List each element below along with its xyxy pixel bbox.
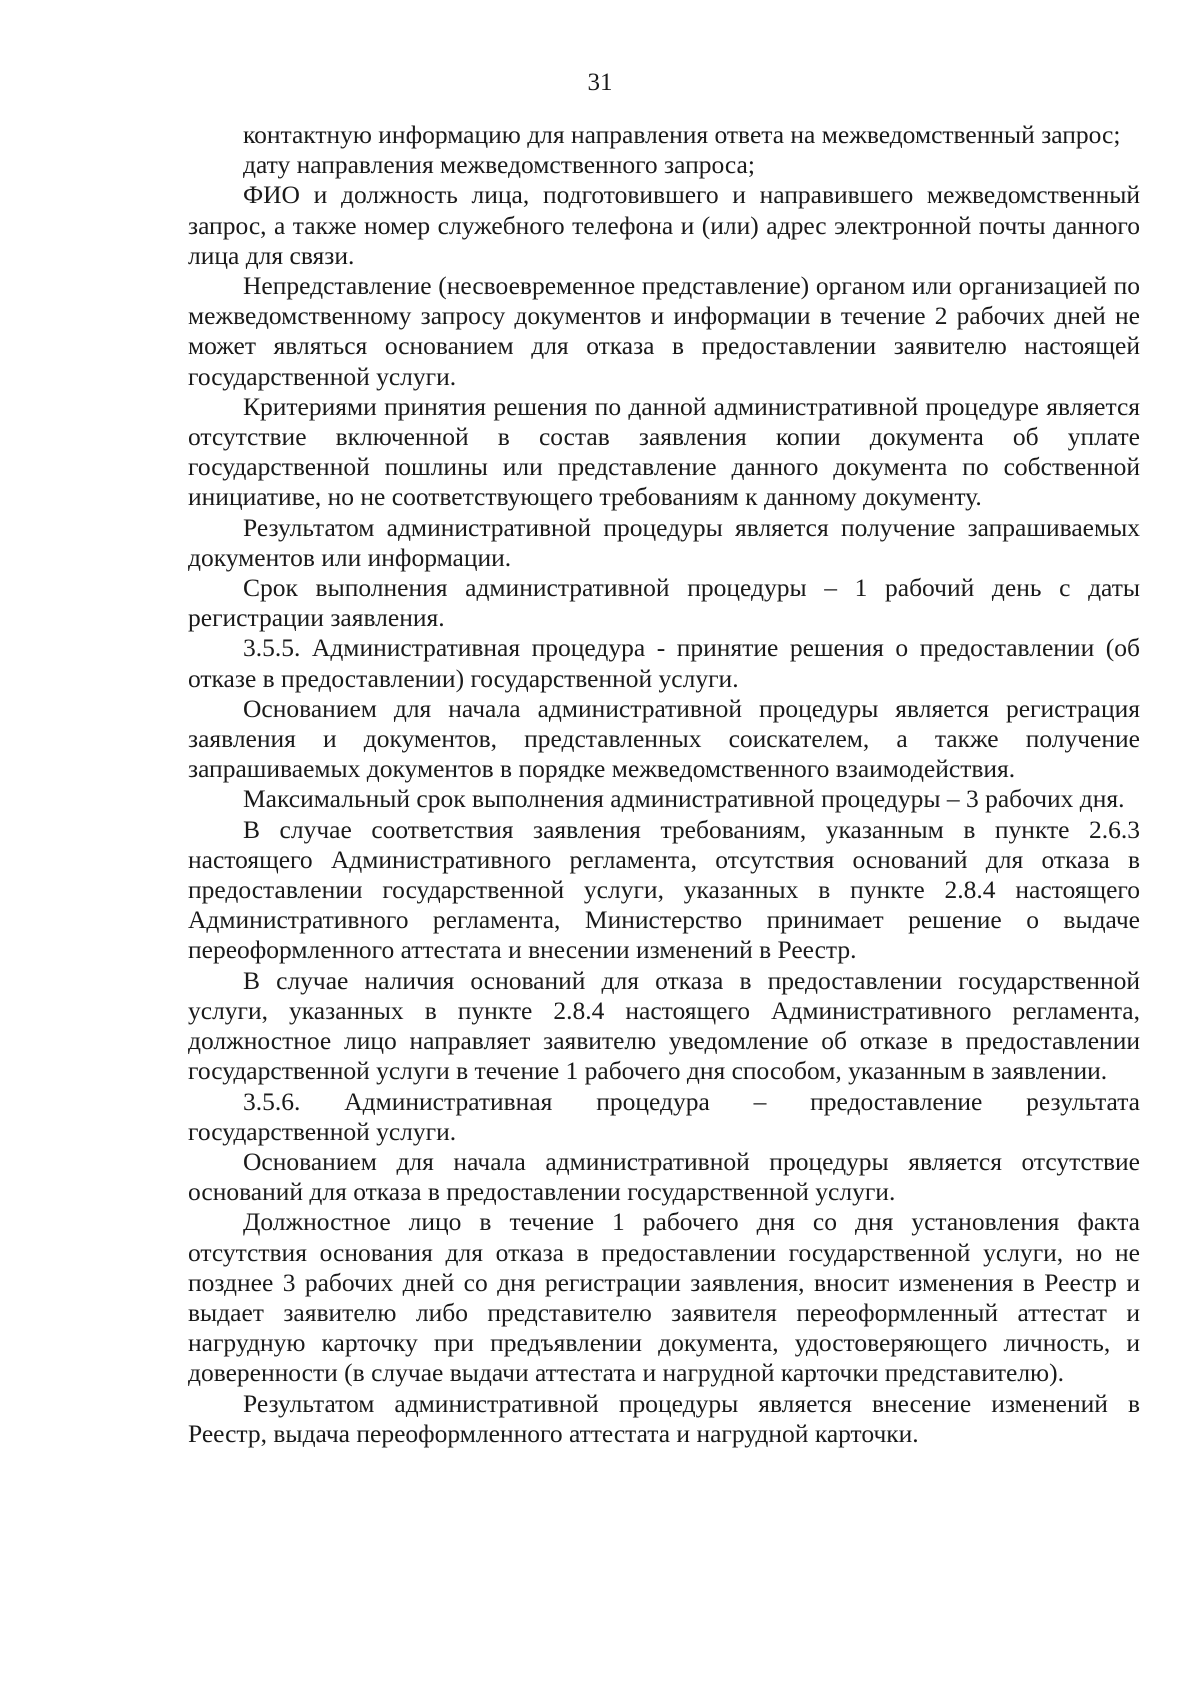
paragraph: Результатом административной процедуры является получение запрашиваемых документов или информации. bbox=[188, 512, 1140, 572]
paragraph: 3.5.5. Административная процедура - принятие решения о предоставлении (об отказе в предоставлении) государственной услуги. bbox=[188, 633, 1140, 693]
paragraph: ФИО и должность лица, подготовившего и направившего межведомственный запрос, а также номер служебного телефона и (или) адрес электронной почты данного лица для связи. bbox=[188, 180, 1140, 270]
paragraph: Срок выполнения административной процедуры – 1 рабочий день с даты регистрации заявления. bbox=[188, 573, 1140, 633]
page-number: 31 bbox=[587, 69, 613, 96]
paragraph: контактную информацию для направления ответа на межведомственный запрос; bbox=[243, 120, 1121, 149]
paragraph: Должностное лицо в течение 1 рабочего дня со дня установления факта отсутствия основания для отказа в предоставлении государственной услуги, но не позднее 3 рабочих дней со дня регистрации заявления, вносит изменения в Реестр и выдает заявителю либо представителю заявителя переоформленный аттестат и нагрудную карточку при предъявлении документа, удостоверяющего личность, и доверенности (в случае выдачи аттестата и нагрудной карточки представителю). bbox=[188, 1207, 1140, 1388]
paragraph: дату направления межведомственного запроса; bbox=[243, 150, 755, 180]
paragraph: Основанием для начала административной процедуры является отсутствие оснований для отказа в предоставлении государственной услуги. bbox=[188, 1146, 1140, 1207]
paragraph: 3.5.6. Административная процедура – предоставление результата государственной услуги. bbox=[188, 1086, 1140, 1146]
paragraph: В случае соответствия заявления требованиям, указанным в пункте 2.6.3 настоящего Административного регламента, отсутствия оснований для отказа в предоставлении государственной услуги, указанных в пункте 2.8.4 настоящего Административного регламента, Министерство принимает решение о выдаче переоформленного аттестата и внесении изменений в Реестр. bbox=[188, 814, 1140, 965]
paragraph: Результатом административной процедуры является внесение изменений в Реестр, выдача переоформленного аттестата и нагрудной карточки. bbox=[188, 1388, 1140, 1448]
paragraph: Основанием для начала административной процедуры является регистрация заявления и документов, представленных соискателем, а также получение запрашиваемых документов в порядке межведомственного взаимодействия. bbox=[188, 693, 1140, 784]
paragraph: В случае наличия оснований для отказа в предоставлении государственной услуги, указанных в пункте 2.8.4 настоящего Административного регламента, должностное лицо направляет заявителю уведомление об отказе в предоставлении государственной услуги в течение 1 рабочего дня способом, указанным в заявлении. bbox=[188, 965, 1140, 1086]
document-body bbox=[188, 120, 1140, 1449]
paragraph: Непредставление (несвоевременное представление) органом или организацией по межведомственному запросу документов и информации в течение 2 рабочих дней не может являться основанием для отказа в предоставлении заявителю настоящей государственной услуги. bbox=[188, 271, 1140, 391]
paragraph: Максимальный срок выполнения административной процедуры – 3 рабочих дня. bbox=[243, 784, 1125, 814]
paragraph: Критериями принятия решения по данной административной процедуре является отсутствие включенной в состав заявления копии документа об уплате государственной пошлины или представление данного документа по собственной инициативе, но не соответствующего требованиям к данному документу. bbox=[188, 391, 1140, 512]
